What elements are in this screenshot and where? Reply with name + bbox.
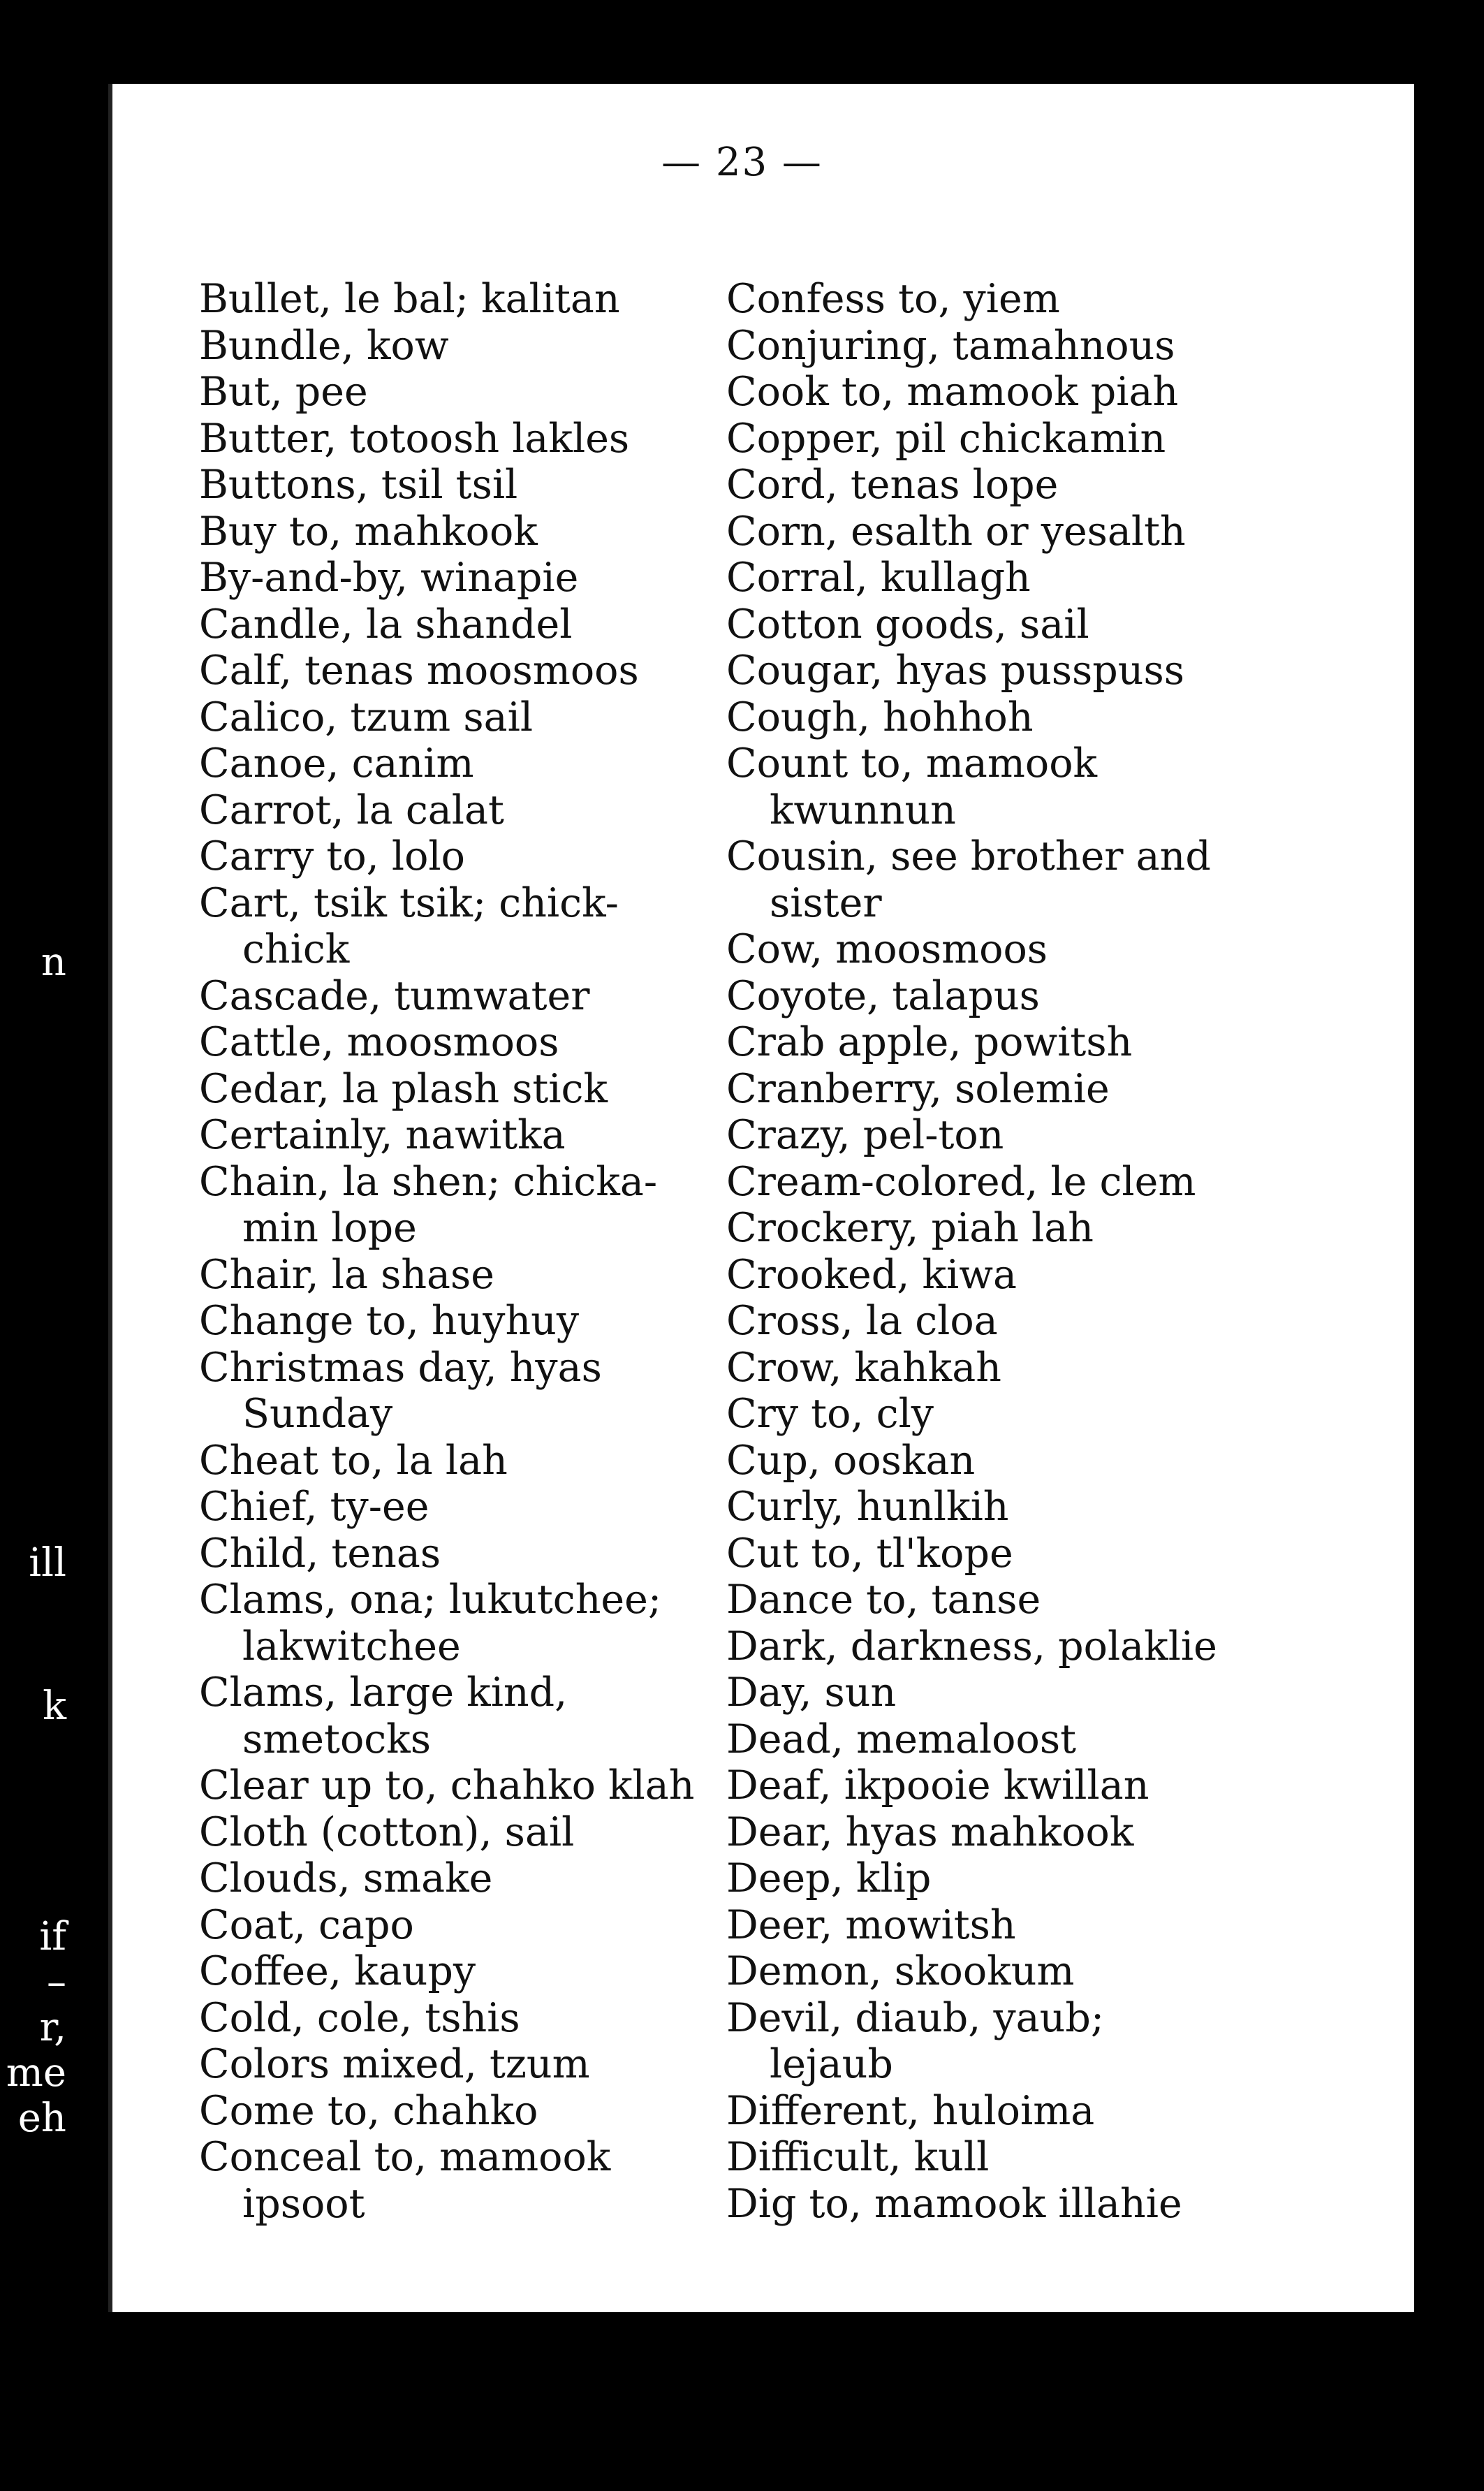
entry: Cotton goods, sail	[726, 601, 1089, 648]
entry: Cascade, tumwater	[199, 972, 590, 1019]
entry: Cross, la cloa	[726, 1298, 998, 1344]
entry: Devil, diaub, yaub;	[726, 1994, 1105, 2041]
entry: Cough, hohhoh	[726, 694, 1034, 740]
entry: Cheat to, la lah	[199, 1437, 508, 1484]
entry: Child, tenas	[199, 1530, 441, 1577]
entry: Cream-colored, le clem	[726, 1158, 1196, 1205]
entry: By-and-by, winapie	[199, 555, 579, 601]
entry: Change to, huyhuy	[199, 1298, 580, 1344]
entry: Cranberry, solemie	[726, 1065, 1110, 1112]
entry: Cousin, see brother and	[726, 833, 1211, 879]
entry: Coat, capo	[199, 1901, 414, 1948]
page-edge-rule	[108, 84, 112, 2312]
entry: Count to, mamook	[726, 740, 1098, 787]
entry-continuation: lakwitchee	[242, 1623, 461, 1670]
entry: Curly, hunlkih	[726, 1484, 1009, 1530]
left-column	[199, 276, 719, 2227]
entry: Chief, ty-ee	[199, 1484, 429, 1530]
entry: Dance to, tanse	[726, 1577, 1041, 1623]
entry-continuation: kwunnun	[770, 787, 956, 833]
entry: Clouds, smake	[199, 1855, 493, 1901]
margin-fragment-4: if	[39, 1914, 66, 1959]
margin-fragment-1: n	[41, 940, 66, 985]
entry: Chain, la shen; chicka-	[199, 1158, 658, 1205]
entry: Cut to, tl'kope	[726, 1530, 1013, 1577]
entry: Certainly, nawitka	[199, 1112, 566, 1158]
entry: Day, sun	[726, 1670, 897, 1716]
entry: Crooked, kiwa	[726, 1251, 1018, 1298]
entry: Cook to, mamook piah	[726, 369, 1179, 415]
entry-continuation: Sunday	[242, 1391, 393, 1437]
entry: Corn, esalth or yesalth	[726, 508, 1186, 555]
entry-continuation: ipsoot	[242, 2180, 365, 2227]
margin-fragment-5: –	[47, 1959, 66, 2005]
entry: Carry to, lolo	[199, 833, 465, 879]
page-number-text: — 23 —	[661, 140, 823, 185]
entry: Cord, tenas lope	[726, 462, 1059, 508]
entry: Crockery, piah lah	[726, 1205, 1094, 1251]
entry: Coyote, talapus	[726, 972, 1040, 1019]
entry: Deep, klip	[726, 1855, 932, 1901]
entry: Bundle, kow	[199, 322, 449, 369]
entry: Cup, ooskan	[726, 1437, 976, 1484]
margin-fragment-8: eh	[17, 2096, 66, 2141]
entry: Come to, chahko	[199, 2087, 538, 2134]
entry: Calf, tenas moosmoos	[199, 648, 639, 694]
entry: Clams, large kind,	[199, 1670, 568, 1716]
entry-continuation: min lope	[242, 1205, 417, 1251]
entry: Carrot, la calat	[199, 787, 504, 833]
entry: Difficult, kull	[726, 2134, 990, 2180]
entry: Dead, memaloost	[726, 1716, 1076, 1762]
entry: Cry to, cly	[726, 1391, 934, 1437]
entry: But, pee	[199, 369, 368, 415]
entry: Chair, la shase	[199, 1251, 495, 1298]
entry: Confess to, yiem	[726, 276, 1060, 322]
entry: Dark, darkness, polaklie	[726, 1623, 1217, 1670]
entry: Crow, kahkah	[726, 1344, 1001, 1391]
margin-fragment-3: k	[43, 1683, 66, 1729]
entry: Crazy, pel-ton	[726, 1112, 1004, 1158]
entry: Cow, moosmoos	[726, 926, 1048, 972]
entry: Deer, mowitsh	[726, 1901, 1016, 1948]
entry-continuation: lejaub	[770, 2041, 893, 2087]
entry: Candle, la shandel	[199, 601, 573, 648]
entry: Deaf, ikpooie kwillan	[726, 1762, 1149, 1809]
entry-continuation: sister	[770, 879, 882, 926]
entry: Coffee, kaupy	[199, 1948, 476, 1994]
entry: Cedar, la plash stick	[199, 1065, 608, 1112]
entry: Cattle, moosmoos	[199, 1019, 559, 1065]
entry: Clams, ona; lukutchee;	[199, 1577, 662, 1623]
right-column	[726, 276, 1271, 2227]
entry: Corral, kullagh	[726, 555, 1031, 601]
entry: Conceal to, mamook	[199, 2134, 611, 2180]
entry: Cart, tsik tsik; chick-	[199, 879, 619, 926]
margin-fragment-7: me	[6, 2050, 66, 2096]
entry: Dig to, mamook illahie	[726, 2180, 1182, 2227]
entry: Cougar, hyas pusspuss	[726, 648, 1185, 694]
entry: Cloth (cotton), sail	[199, 1809, 575, 1855]
margin-fragment-6: r,	[39, 2005, 66, 2050]
entry-continuation: chick	[242, 926, 350, 972]
entry: Demon, skookum	[726, 1948, 1075, 1994]
entry: Buy to, mahkook	[199, 508, 538, 555]
entry: Conjuring, tamahnous	[726, 322, 1175, 369]
entry: Dear, hyas mahkook	[726, 1809, 1134, 1855]
entry: Christmas day, hyas	[199, 1344, 602, 1391]
entry: Copper, pil chickamin	[726, 415, 1166, 462]
entry: Clear up to, chahko klah	[199, 1762, 695, 1809]
entry: Buttons, tsil tsil	[199, 462, 518, 508]
page-number	[0, 140, 1484, 185]
entry: Different, huloima	[726, 2087, 1095, 2134]
entry: Crab apple, powitsh	[726, 1019, 1133, 1065]
entry: Butter, totoosh lakles	[199, 415, 630, 462]
entry: Cold, cole, tshis	[199, 1994, 520, 2041]
entry: Calico, tzum sail	[199, 694, 534, 740]
margin-fragment-2: ill	[29, 1540, 66, 1586]
entry: Bullet, le bal; kalitan	[199, 276, 620, 322]
entry-continuation: smetocks	[242, 1716, 431, 1762]
entry: Colors mixed, tzum	[199, 2041, 590, 2087]
entry: Canoe, canim	[199, 740, 474, 787]
